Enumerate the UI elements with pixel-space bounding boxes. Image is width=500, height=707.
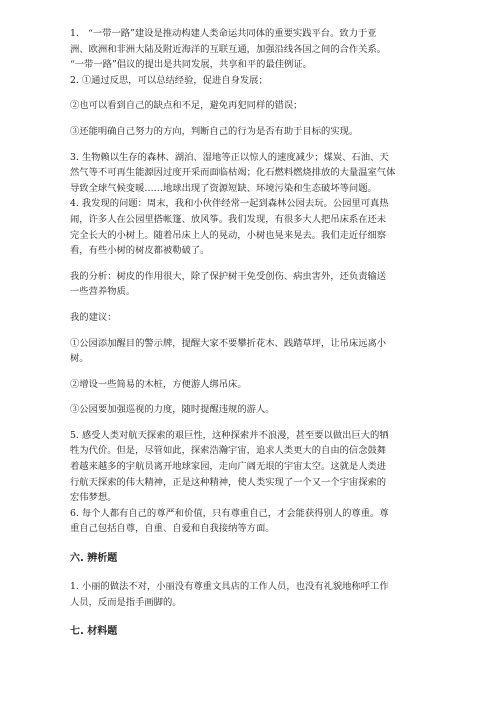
analysis-line: 一些营养物质。 (70, 286, 136, 298)
section-heading-7: 七. 材料题 (70, 626, 118, 638)
text-line: 3. 生物赖以生存的森林、湖泊、湿地等正以惊人的速度减少；煤炭、石油、天 (70, 151, 389, 163)
suggestion-heading: 我的建议： (70, 311, 117, 323)
text-line: 闹，许多人在公园里搭帐篷、放风筝。我们发现，有很多大人把吊床系在还未 (70, 213, 387, 225)
answer-item-4 (70, 196, 438, 418)
text-line: 1. 小丽的做法不对，小丽没有尊重文具店的工作人员，也没有礼貌地称呼工作 (70, 581, 389, 593)
text-line: 洲、欧洲和非洲大陆及附近海洋的互联互通，加强沿线各国之间的合作关系。 (70, 43, 387, 55)
text-line: 行航天探索的伟大精神，正是这种精神，使人类实现了一个又一个宇宙探索的 (70, 476, 387, 488)
text-line: 然气等不可再生能源因过度开采而面临枯竭；化石燃料燃烧排放的大量温室气体 (70, 167, 396, 179)
text-line: “一带一路”倡议的提出是共同发展，共享和平的最佳例证。 (70, 59, 312, 71)
suggestion-1: ①公园添加醒目的警示牌，提醒大家不要攀折花木、践踏草坪，让吊床远离小 (70, 337, 387, 349)
text-line: 宏伟梦想。 (70, 492, 117, 504)
text-line: 人员，反而是指手画脚的。 (70, 596, 182, 608)
text-line: 着越来越多的宇航员离开地球家园，走向广阔无垠的宇宙太空。这就是人类进 (70, 461, 387, 473)
suggestion-3: ③公园要加强巡视的力度，随时提醒违规的游人。 (70, 404, 275, 416)
answer-item-5 (70, 428, 438, 506)
text-line: 4. 我发现的问题：周末，我和小伙伴经常一起到森林公园去玩。公园里可真热 (70, 198, 389, 210)
text-line: ③还能明确自己努力的方向，判断自己的行为是否有助于目标的实现。 (70, 125, 359, 137)
text-line: 看，有些小树的树皮都被勒破了。 (70, 245, 210, 257)
suggestion-2: ②增设一些简易的木桩，方便游人绑吊床。 (70, 378, 247, 390)
text-line: 2. ①通过反思，可以总结经验，促进自身发展； (70, 74, 268, 86)
suggestion-1: 树。 (70, 353, 89, 365)
text-line: ②也可以看到自己的缺点和不足，避免再犯同样的错误； (70, 100, 303, 112)
text-line: 完全长大的小树上。随着吊床上人的晃动，小树也晃来晃去。我们走近仔细察 (70, 229, 387, 241)
text-line: 6. 每个人都有自己的尊严和价值，只有尊重自己，才会能获得别人的尊重。尊 (70, 507, 389, 519)
text-line: 导致全球气候变暖……地球出现了资源短缺、环境污染和生态破坏等问题。 (70, 182, 377, 194)
answer-item-1 (70, 26, 438, 73)
section-heading-6: 六. 辨析题 (70, 553, 118, 565)
text-line: 重自己包括自尊，自重、自爱和自我接纳等方面。 (70, 523, 275, 535)
text-line: 1. “一带一路”建设是推动构建人类命运共同体的重要实践平台。致力于亚 (70, 28, 377, 39)
text-line: 牲为代价。但是，尽管如此，探索浩瀚宇宙，追求人类更大的自由的信念鼓舞 (70, 445, 387, 457)
answer-item-2 (70, 73, 438, 140)
analysis-line: 我的分析：树皮的作用很大，除了保护树干免受创伤、病虫害外，还负责输送 (70, 270, 387, 282)
answer-item-3 (70, 150, 438, 197)
text-line: 5. 感受人类对航天探索的艰巨性，这种探索并不浪漫，甚至要以做出巨大的牺 (70, 429, 389, 441)
section-6-answer (70, 579, 438, 610)
answer-item-6 (70, 506, 438, 537)
